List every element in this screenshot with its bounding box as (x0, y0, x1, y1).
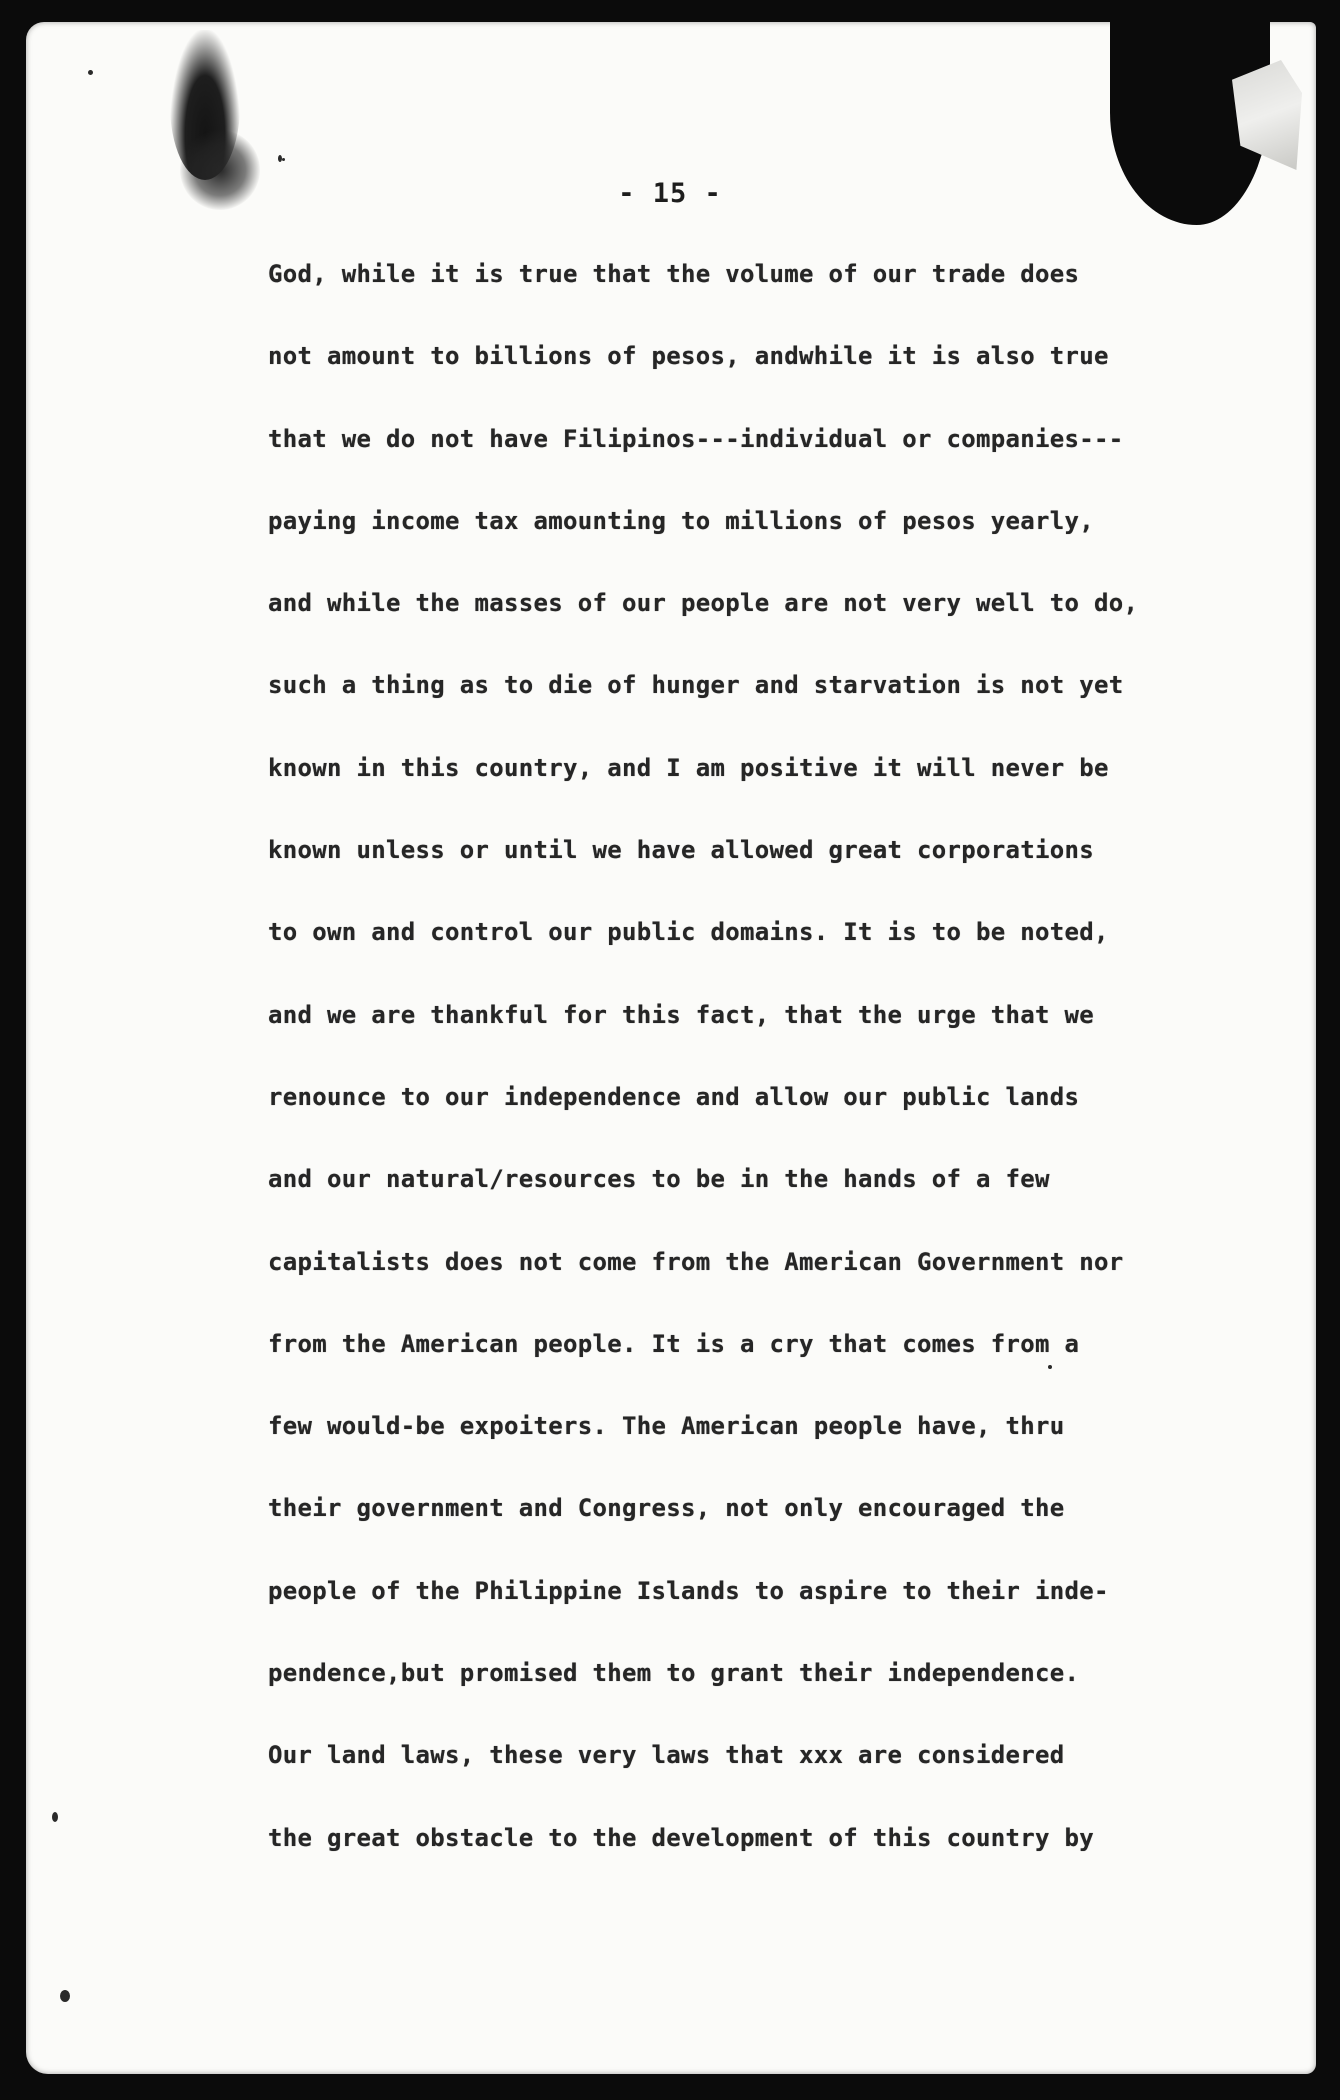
text-line: such a thing as to die of hunger and starvation is not yet (268, 671, 1124, 700)
text-line: God, while it is true that the volume of our trade does (268, 260, 1080, 288)
text-line: renounce to our independence and allow our public lands (268, 1082, 1080, 1111)
body-text (268, 254, 1268, 1900)
text-line: the great obstacle to the development of this country by (268, 1823, 1094, 1852)
text-line: that we do not have Filipinos---individual or companies--- (268, 424, 1124, 453)
text-line: known in this country, and I am positive it will never be (268, 753, 1109, 782)
text-line: few would-be expoiters. The American people have, thru (268, 1412, 1065, 1441)
text-line: and our natural/resources to be in the hands of a few (268, 1165, 1050, 1194)
dust-speck (282, 158, 285, 161)
text-line: capitalists does not come from the American Government nor (268, 1247, 1124, 1276)
text-line: Our land laws, these very laws that xxx are considered (268, 1741, 1065, 1770)
text-line: their government and Congress, not only encouraged the (268, 1494, 1065, 1523)
dust-speck (52, 1812, 58, 1822)
text-line: to own and control our public domains. It is to be noted, (268, 918, 1109, 947)
dust-speck (60, 1990, 70, 2002)
text-line: not amount to billions of pesos, andwhile it is also true (268, 342, 1109, 371)
text-line: from the American people. It is a cry that comes from a (268, 1329, 1080, 1358)
text-line: and we are thankful for this fact, that the urge that we (268, 1000, 1094, 1029)
text-line: pendence,but promised them to grant their independence. (268, 1659, 1080, 1688)
text-line: paying income tax amounting to millions of pesos yearly, (268, 506, 1094, 535)
text-line: people of the Philippine Islands to aspire to their inde- (268, 1576, 1109, 1605)
dust-speck (88, 70, 93, 75)
text-line: and while the masses of our people are not very well to do, (268, 589, 1139, 618)
page-number: - 15 - (618, 178, 722, 209)
text-line: known unless or until we have allowed great corporations (268, 836, 1094, 865)
